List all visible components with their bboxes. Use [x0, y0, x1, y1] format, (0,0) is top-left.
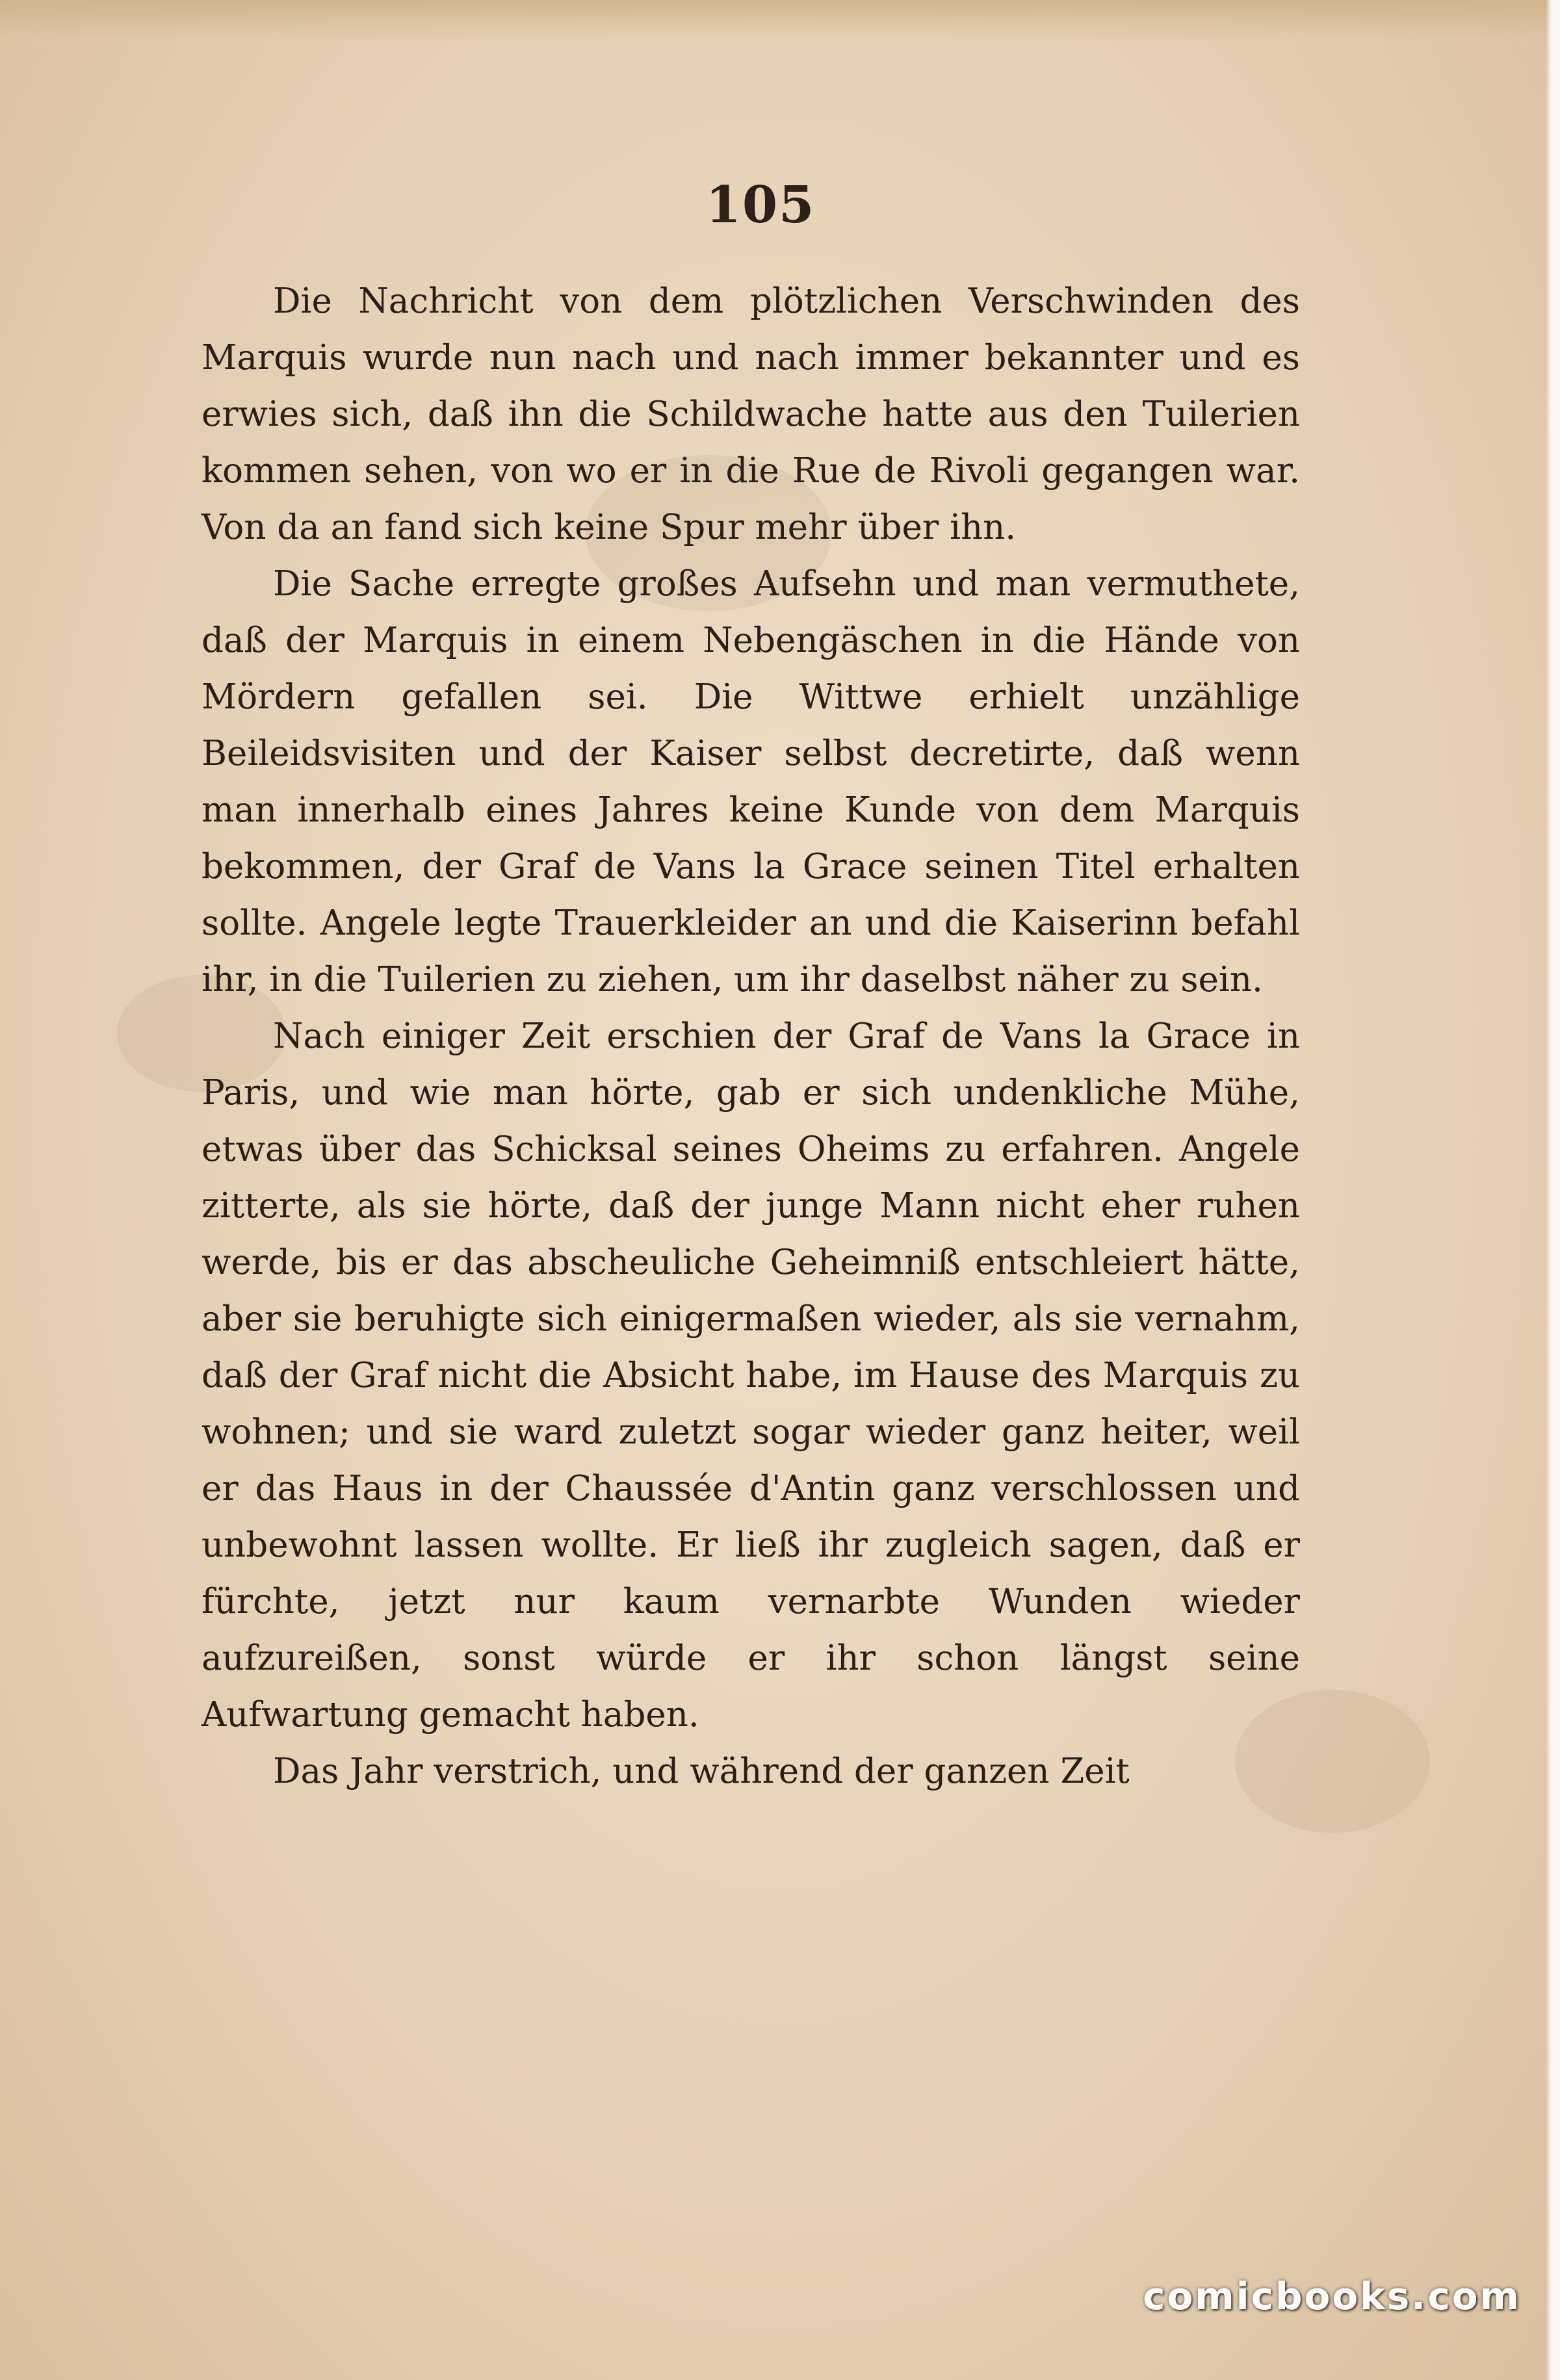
paragraph: Die Nachricht von dem plötzlichen Verschwinden des Marquis wurde nun nach und nach immer bekannter und es erwies sich, daß ihn die Schildwache hatte aus den Tuilerien kommen sehen, von wo er in die Rue de Rivoli gegangen war. Von da an fand sich keine Spur mehr über ihn. [202, 281, 1300, 547]
paragraph: Das Jahr verstrich, und während der ganzen Zeit [273, 1752, 1130, 1791]
paragraph: Nach einiger Zeit erschien der Graf de Vans la Grace in Paris, und wie man hörte, gab er sich undenkliche Mühe, etwas über das Schicksal seines Oheims zu erfahren. Angele zitterte, als sie hörte, daß der junge Mann nicht eher ruhen werde, bis er das abscheuliche Geheimniß entschleiert hätte, aber sie beruhigte sich einigermaßen wieder, als sie vernahm, daß der Graf nicht die Absicht habe, im Hause des Marquis zu wohnen; und sie ward zuletzt sogar wieder ganz heiter, weil er das Haus in der Chaussée d'Antin ganz verschlossen und unbewohnt lassen wollte. Er ließ ihr zugleich sagen, daß er fürchte, jetzt nur kaum vernarbte Wunden wieder aufzureißen, sonst würde er ihr schon längst seine Aufwartung gemacht haben. [202, 1016, 1300, 1735]
body-text [202, 273, 1300, 1800]
page-number: 105 [705, 175, 816, 235]
paragraph: Die Sache erregte großes Aufsehn und man vermuthete, daß der Marquis in einem Nebengäschen in die Hände von Mördern gefallen sei. Die Wittwe erhielt unzählige Beileidsvisiten und der Kaiser selbst decretirte, daß wenn man innerhalb eines Jahres keine Kunde von dem Marquis bekommen, der Graf de Vans la Grace seinen Titel erhalten sollte. Angele legte Trauerkleider an und die Kaiserinn befahl ihr, in die Tuilerien zu ziehen, um ihr daselbst näher zu sein. [202, 564, 1300, 1000]
page-edge-shadow [0, 0, 1560, 39]
watermark-logo: comicbooks.com [1143, 2274, 1521, 2318]
page-margin-strip [1546, 0, 1560, 2380]
